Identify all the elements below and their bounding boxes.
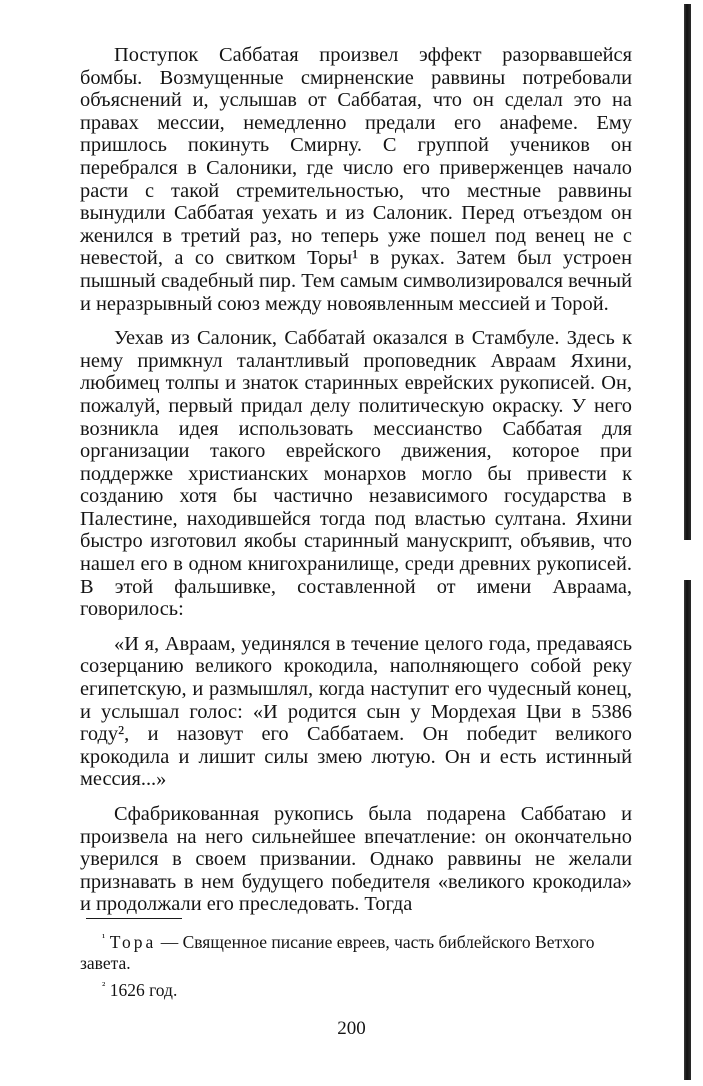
footnotes (80, 932, 632, 1007)
footnote-1-text: — Священное писание евреев, часть библейского Ветхого завета. (80, 932, 595, 973)
page-body (80, 44, 632, 916)
paragraph-1: Поступок Саббатая произвел эффект разорвавшейся бомбы. Возмущенные смирненские раввины потребовали объяснений и, услышав от Саббатая, что он сделал это на правах мессии, немедленно предали его анафеме. Ему пришлось покинуть Смирну. С группой учеников он перебрался в Салоники, где число его приверженцев начало расти с такой стремительностью, что местные раввины вынудили Саббатая уехать и из Салоник. Перед отъездом он женился в третий раз, но теперь уже пошел под венец не с невестой, а со свитком Торы¹ в руках. Затем был устроен пышный свадебный пир. Тем самым символизировался вечный и неразрывный союз между новоявленным мессией и Торой. (80, 44, 632, 315)
footnote-1 (80, 932, 632, 974)
paragraph-4: Сфабрикованная рукопись была подарена Саббатаю и произвела на него сильнейшее впечатление: он окончательно уверился в своем призвании. Однако раввины не желали признавать в нем будущего победителя «великого крокодила» и продолжали его преследовать. Тогда (80, 803, 632, 916)
footnote-2-mark: ² (102, 980, 106, 993)
paragraph-2: Уехав из Салоник, Саббатай оказался в Стамбуле. Здесь к нему примкнул талантливый проповедник Авраам Яхини, любимец толпы и знаток старинных еврейских рукописей. Он, пожалуй, первый придал делу политическую окраску. У него возникла идея использовать мессианство Саббатая для организации такого еврейского движения, которое при поддержке христианских монархов могло бы привести к созданию хотя бы частично независимого государства в Палестине, находившейся тогда под властью султана. Яхини быстро изготовил якобы старинный манускрипт, объявив, что нашел его в одном книгохранилище, среди древних рукописей. В этой фальшивке, составленной от имени Авраама, говорилось: (80, 327, 632, 621)
footnote-2-text: 1626 год. (105, 980, 178, 1000)
footnote-divider (86, 918, 182, 919)
page-number: 200 (337, 1018, 366, 1039)
footnote-2 (80, 980, 632, 1001)
paragraph-3-quote: «И я, Авраам, уединялся в течение целого года, предаваясь созерцанию великого крокодила, наполняющего собой реку египетскую, и размышлял, когда наступит его чудесный конец, и услышал голос: «И родится сын у Мордехая Цви в 5386 году², и назовут его Саббатаем. Он победит великого крокодила и лишит силы змею лютую. Он и есть истинный мессия...» (80, 632, 632, 791)
binding-gap (684, 540, 691, 580)
footnote-1-term: Тора (109, 932, 157, 952)
footnote-1-mark: ¹ (102, 932, 106, 945)
